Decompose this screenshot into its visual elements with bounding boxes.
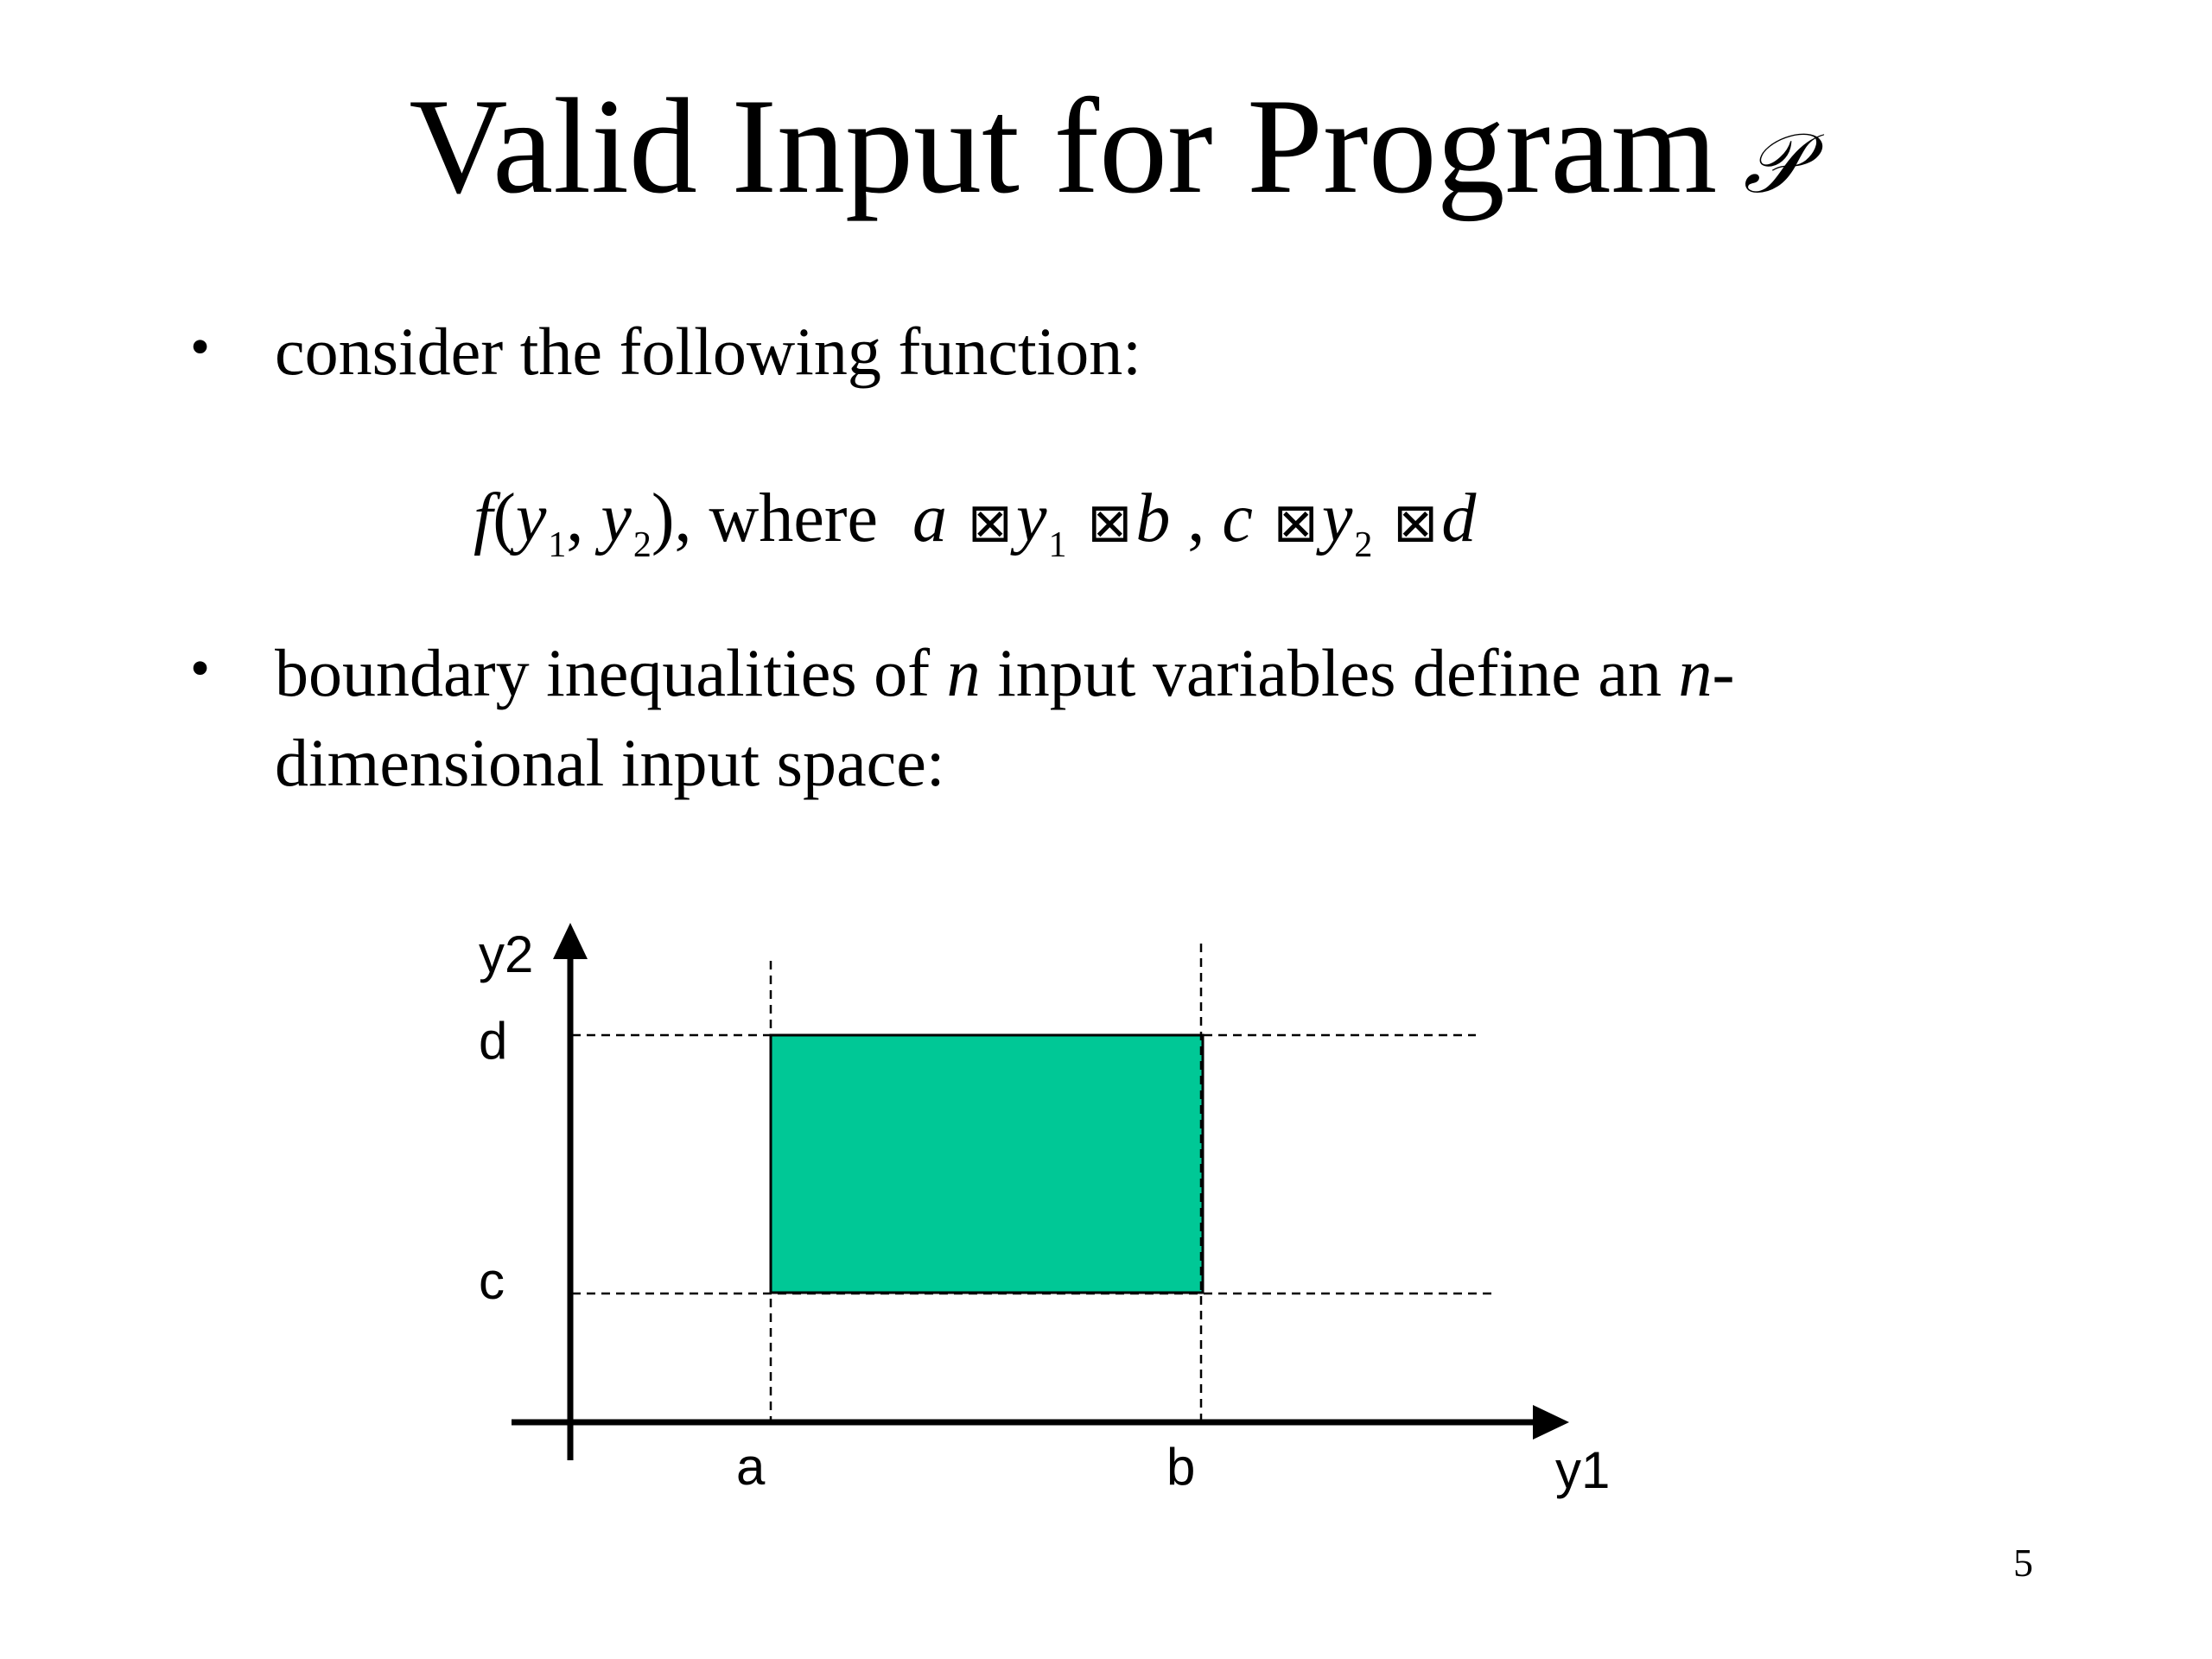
formula-d: d — [1441, 480, 1477, 556]
y1-axis-arrowhead — [1533, 1405, 1569, 1440]
formula-where: where — [709, 480, 878, 556]
bullet-text-1: consider the following function: — [275, 314, 1141, 389]
program-symbol: 𝒫 — [1743, 115, 1803, 212]
formula-comma: , — [566, 480, 584, 556]
formula-sep: , — [1187, 480, 1205, 556]
y1-axis-label: y1 — [1555, 1441, 1611, 1499]
formula-func: f — [474, 480, 493, 556]
bullet-2-n-2: n — [1678, 635, 1713, 710]
d-label: d — [479, 1012, 508, 1070]
formula-var1: y — [515, 480, 547, 556]
formula-b: b — [1135, 480, 1171, 556]
formula-y2-sub: 2 — [1354, 525, 1373, 565]
formula-a: a — [912, 480, 947, 556]
formula-var2: y — [601, 480, 632, 556]
bullet-2-part-1: boundary inequalities of — [275, 635, 947, 710]
formula-relation-1: ⊠ — [967, 491, 1013, 554]
formula-close: ), — [651, 480, 692, 556]
bullet-marker-2: • — [190, 637, 211, 700]
formula-relation-4: ⊠ — [1393, 491, 1439, 554]
b-label: b — [1166, 1438, 1196, 1496]
c-label: c — [479, 1252, 505, 1310]
bullet-2-part-2: input variables define an — [980, 635, 1679, 710]
page-number: 5 — [2013, 1541, 2033, 1585]
a-label: a — [736, 1438, 766, 1496]
formula-relation-2: ⊠ — [1087, 491, 1133, 554]
bullet-marker-1: • — [190, 315, 211, 378]
formula-y1: y — [1015, 480, 1047, 556]
formula-y1-sub: 1 — [1048, 525, 1067, 565]
y2-axis-arrowhead — [553, 923, 588, 959]
bullet-2-hyphen: - — [1712, 635, 1735, 710]
y2-axis-label: y2 — [479, 925, 534, 983]
title-text: Valid Input for Program — [409, 71, 1718, 222]
formula-sub2: 2 — [632, 525, 652, 565]
formula-y2: y — [1321, 480, 1353, 556]
bullet-2-n-1: n — [946, 635, 981, 710]
formula-c: c — [1222, 480, 1253, 556]
formula-open: ( — [493, 480, 516, 556]
formula-sub1: 1 — [548, 525, 567, 565]
formula-relation-3: ⊠ — [1273, 491, 1319, 554]
valid-input-region — [771, 1035, 1203, 1293]
bullet-2-line-2: dimensional input space: — [275, 725, 945, 800]
